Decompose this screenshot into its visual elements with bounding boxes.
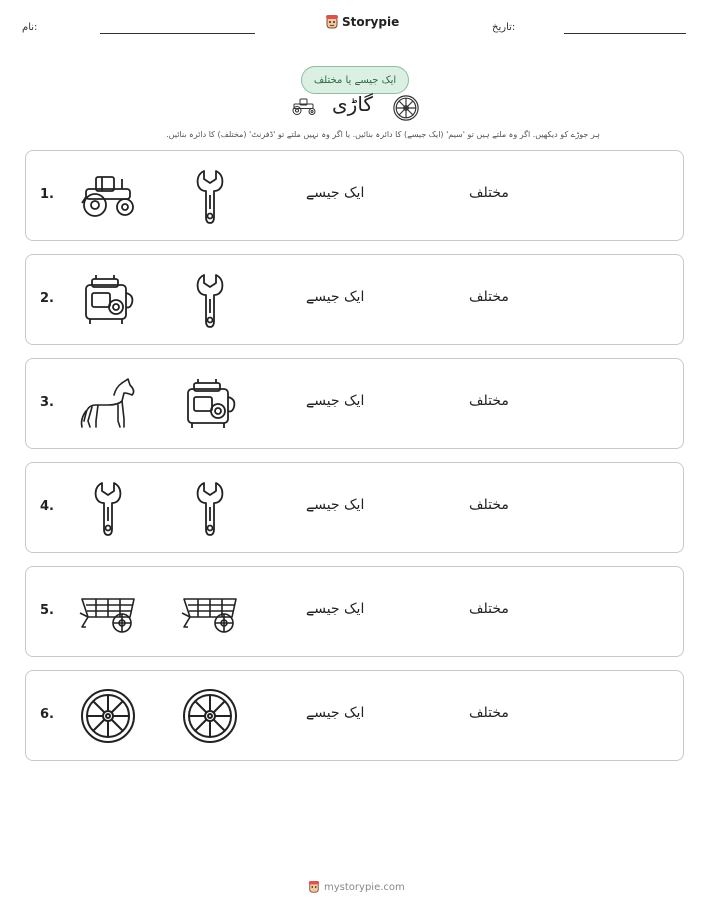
row-number: 2. <box>40 291 54 306</box>
brand-name: Storypie <box>342 15 400 29</box>
row-number: 3. <box>40 395 54 410</box>
cart-icon <box>180 583 240 641</box>
different-option[interactable]: مختلف <box>469 601 509 617</box>
footer <box>308 880 405 894</box>
same-option[interactable]: ایک جیسے <box>306 497 365 513</box>
different-option[interactable]: مختلف <box>469 185 509 201</box>
row-number: 5. <box>40 603 54 618</box>
storypie-mascot-icon <box>308 880 320 894</box>
wheel-icon <box>392 94 420 122</box>
name-label: نام: <box>22 22 38 33</box>
different-option[interactable]: مختلف <box>469 393 509 409</box>
same-option[interactable]: ایک جیسے <box>306 289 365 305</box>
brand-logo <box>325 14 399 30</box>
row-number: 1. <box>40 187 54 202</box>
cart-icon <box>78 583 138 641</box>
exercise-row <box>25 150 684 241</box>
exercise-row <box>25 254 684 345</box>
horse-icon <box>78 375 138 433</box>
exercise-row <box>25 358 684 449</box>
worksheet-title: گاڑی <box>332 92 373 116</box>
title-block <box>288 92 420 124</box>
date-label: تاریخ: <box>492 22 516 33</box>
different-option[interactable]: مختلف <box>469 497 509 513</box>
exercise-row <box>25 462 684 553</box>
row-number: 4. <box>40 499 54 514</box>
exercise-row <box>25 670 684 761</box>
wrench-icon <box>78 479 138 537</box>
date-line[interactable] <box>564 33 686 34</box>
same-option[interactable]: ایک جیسے <box>306 393 365 409</box>
same-option[interactable]: ایک جیسے <box>306 185 365 201</box>
row-number: 6. <box>40 707 54 722</box>
generator-icon <box>78 271 138 329</box>
name-line[interactable] <box>100 33 255 34</box>
tractor-icon <box>78 167 138 225</box>
different-option[interactable]: مختلف <box>469 289 509 305</box>
wrench-icon <box>180 271 240 329</box>
different-option[interactable]: مختلف <box>469 705 509 721</box>
generator-icon <box>180 375 240 433</box>
wheel-icon <box>78 687 138 745</box>
same-option[interactable]: ایک جیسے <box>306 705 365 721</box>
wheel-icon <box>180 687 240 745</box>
footer-site: mystorypie.com <box>324 881 405 893</box>
same-option[interactable]: ایک جیسے <box>306 601 365 617</box>
storypie-mascot-icon <box>325 14 339 30</box>
exercise-row <box>25 566 684 657</box>
tractor-icon <box>288 96 320 116</box>
worksheet-badge: ایک جیسے یا مختلف <box>301 66 409 94</box>
wrench-icon <box>180 167 240 225</box>
wrench-icon <box>180 479 240 537</box>
instructions: ہر جوڑے کو دیکھیں. اگر وہ ملتے ہیں تو 'سیم' (ایک جیسے) کا دائرہ بنائیں. یا اگر وہ نہیں ملتے تو 'ڈفرنٹ' (مختلف) کا دائرہ بنائیں. <box>166 130 600 139</box>
